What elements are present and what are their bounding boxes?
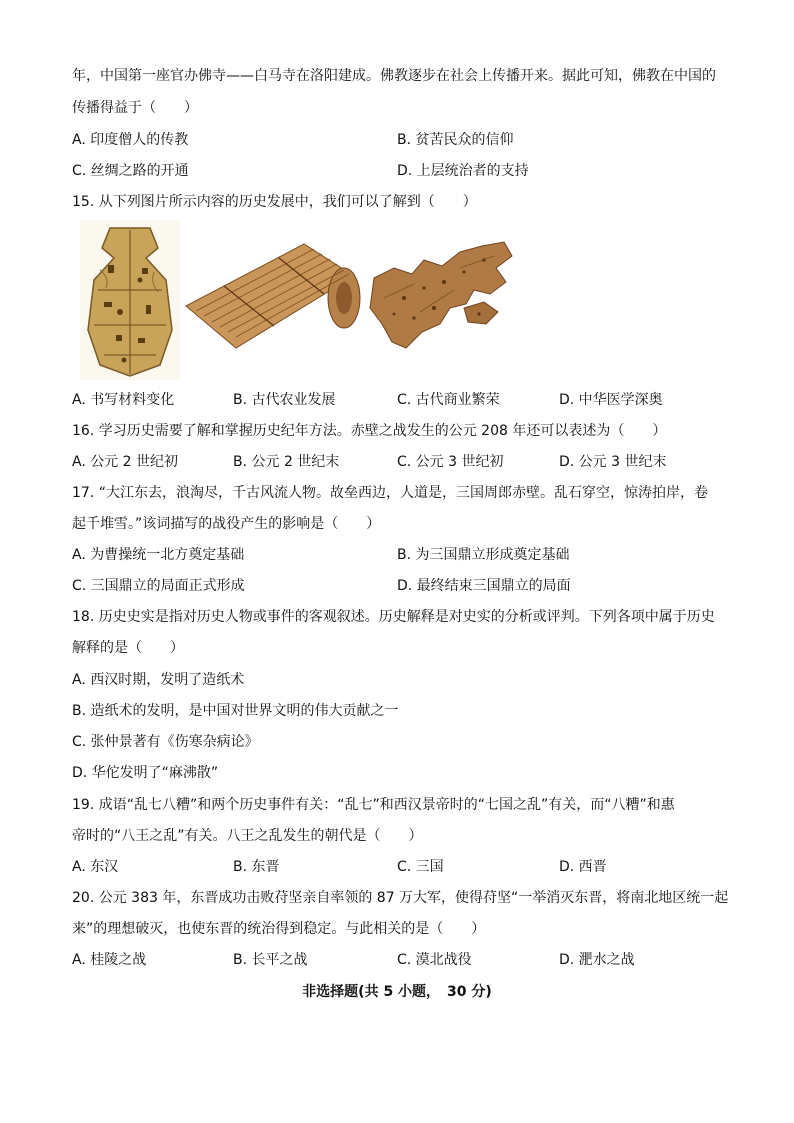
q17-stem-line1: 17. “大江东去，浪淘尽，千古风流人物。故垒西边，人道是，三国周郎赤壁。乱石穿空，惊涛拍岸，卷 xyxy=(72,485,708,501)
q15-option-a[interactable]: A. 书写材料变化 xyxy=(72,392,175,408)
q17-options-row1 xyxy=(72,545,722,565)
q19-stem-line2: 帝时的“八王之乱”有关。八王之乱发生的朝代是（ ） xyxy=(72,828,423,844)
q16-option-b[interactable]: B. 公元 2 世纪末 xyxy=(233,454,340,470)
q15-option-b[interactable]: B. 古代农业发展 xyxy=(233,392,336,408)
bamboo-slips-image xyxy=(184,236,364,356)
q16-option-c[interactable]: C. 公元 3 世纪初 xyxy=(397,454,504,470)
q16-option-d[interactable]: D. 公元 3 世纪末 xyxy=(559,454,667,470)
q14-option-a[interactable]: A. 印度僧人的传教 xyxy=(72,132,189,148)
q14-stem-line2: 传播得益于（ ） xyxy=(72,100,198,116)
q14-option-d[interactable]: D. 上层统治者的支持 xyxy=(397,163,529,179)
oracle-bone-shell-image xyxy=(80,220,180,380)
q20-option-c[interactable]: C. 漠北战役 xyxy=(397,952,472,968)
q20-stem-line1: 20. 公元 383 年，东晋成功击败苻坚亲自率领的 87 万大军，使得苻坚“一举消灭东晋，将南北地区统一起 xyxy=(72,890,729,906)
paper-fragment-image xyxy=(364,238,520,356)
q19-option-c[interactable]: C. 三国 xyxy=(397,859,444,875)
q20-option-a[interactable]: A. 桂陵之战 xyxy=(72,952,147,968)
q14-option-b[interactable]: B. 贫苦民众的信仰 xyxy=(397,132,514,148)
q17-option-a[interactable]: A. 为曹操统一北方奠定基础 xyxy=(72,547,245,563)
q17-stem-line2: 起千堆雪。”该词描写的战役产生的影响是（ ） xyxy=(72,516,381,532)
q14-options-row1 xyxy=(72,130,722,150)
q15-stem: 15. 从下列图片所示内容的历史发展中，我们可以了解到（ ） xyxy=(72,194,477,210)
q16-option-a[interactable]: A. 公元 2 世纪初 xyxy=(72,454,179,470)
q19-option-b[interactable]: B. 东晋 xyxy=(233,859,280,875)
q18-option-c[interactable]: C. 张仲景著有《伤寒杂病论》 xyxy=(72,734,259,750)
q20-stem-line2: 来”的理想破灭，也使东晋的统治得到稳定。与此相关的是（ ） xyxy=(72,921,486,937)
q15-option-c[interactable]: C. 古代商业繁荣 xyxy=(397,392,500,408)
q18-option-b[interactable]: B. 造纸术的发明，是中国对世界文明的伟大贡献之一 xyxy=(72,703,399,719)
q17-option-d[interactable]: D. 最终结束三国鼎立的局面 xyxy=(397,578,571,594)
q15-option-d[interactable]: D. 中华医学深奥 xyxy=(559,392,663,408)
q20-option-d[interactable]: D. 淝水之战 xyxy=(559,952,635,968)
q20-options xyxy=(72,950,722,970)
q14-stem-line1: 年，中国第一座官办佛寺——白马寺在洛阳建成。佛教逐步在社会上传播开来。据此可知，佛教在中国的 xyxy=(72,68,716,84)
q19-option-d[interactable]: D. 西晋 xyxy=(559,859,607,875)
q17-option-c[interactable]: C. 三国鼎立的局面正式形成 xyxy=(72,578,245,594)
q17-option-b[interactable]: B. 为三国鼎立形成奠定基础 xyxy=(397,547,570,563)
q14-option-c[interactable]: C. 丝绸之路的开通 xyxy=(72,163,189,179)
q18-option-d[interactable]: D. 华佗发明了“麻沸散” xyxy=(72,765,219,781)
q19-option-a[interactable]: A. 东汉 xyxy=(72,859,119,875)
q18-stem-line2: 解释的是（ ） xyxy=(72,640,184,656)
q18-stem-line1: 18. 历史史实是指对历史人物或事件的客观叙述。历史解释是对史实的分析或评判。下列各项中属于历史 xyxy=(72,609,715,625)
q18-option-a[interactable]: A. 西汉时期，发明了造纸术 xyxy=(72,672,245,688)
section-title: 非选择题(共 5 小题， 30 分) xyxy=(302,984,492,1000)
q19-stem-line1: 19. 成语“乱七八糟”和两个历史事件有关：“乱七”和西汉景帝时的“七国之乱”有关，而“八糟”和惠 xyxy=(72,797,675,813)
q15-options xyxy=(72,390,722,410)
q20-option-b[interactable]: B. 长平之战 xyxy=(233,952,308,968)
q17-options-row2 xyxy=(72,576,722,596)
q14-options-row2 xyxy=(72,161,722,181)
q16-stem: 16. 学习历史需要了解和掌握历史纪年方法。赤壁之战发生的公元 208 年还可以表述为（ ） xyxy=(72,423,667,439)
q19-options xyxy=(72,857,722,877)
q16-options xyxy=(72,452,722,472)
